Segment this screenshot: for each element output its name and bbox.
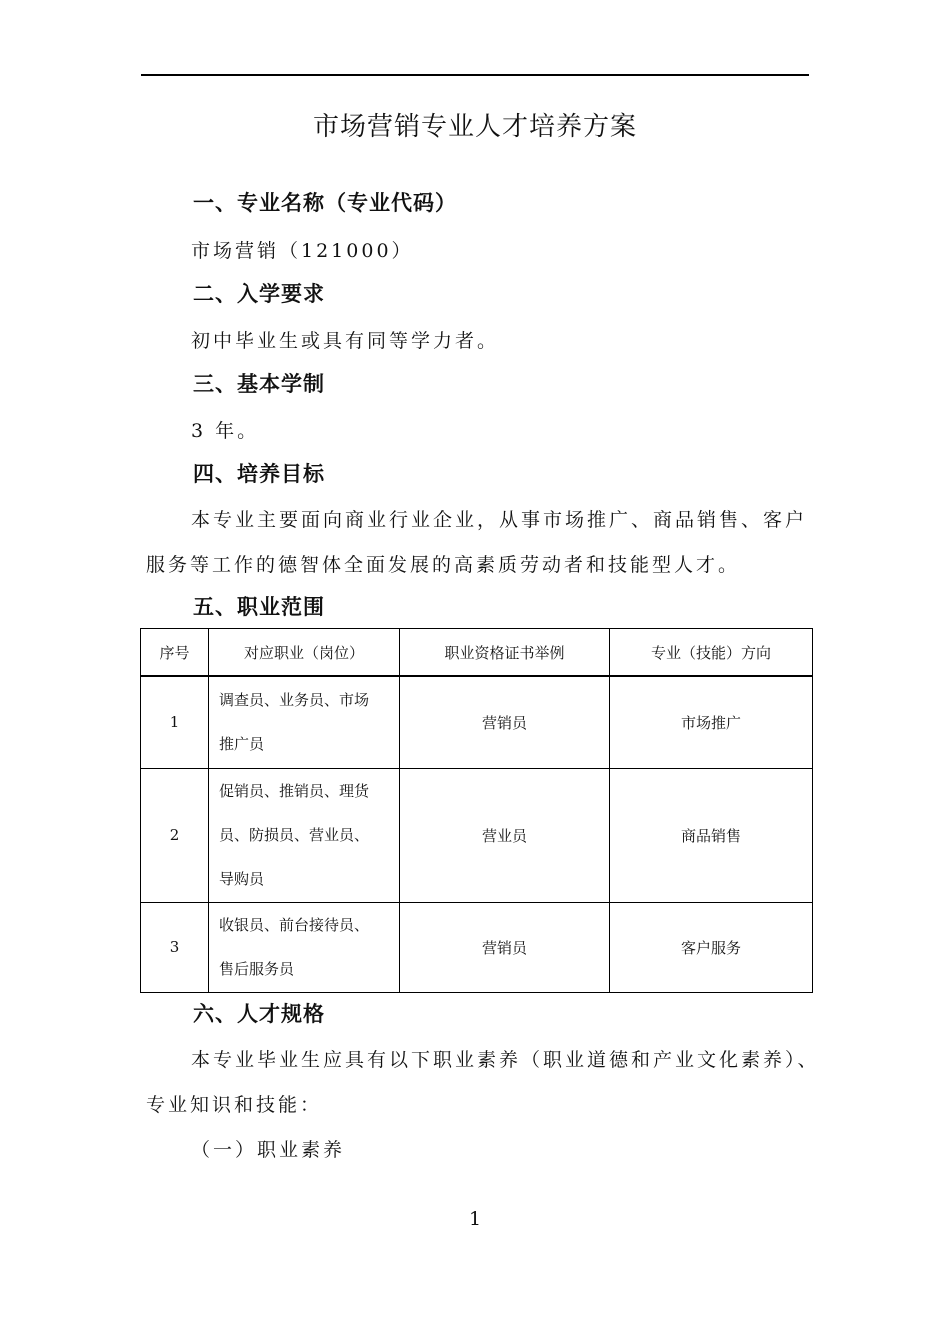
career-scope-table [140,628,813,993]
section-body-3: 3 年。 [191,420,260,442]
header-direction: 专业（技能）方向 [610,629,813,677]
row-certificate: 营销员 [400,676,610,768]
row-direction: 商品销售 [610,768,813,902]
document-title: 市场营销专业人才培养方案 [312,112,637,142]
row-jobs [209,902,400,992]
header-rule [141,74,809,76]
section-heading-1: 一、专业名称（专业代码） [193,191,457,215]
section-body-4-line2: 服务等工作的德智体全面发展的高素质劳动者和技能型人才。 [146,554,741,576]
header-jobs: 对应职业（岗位） [209,629,400,677]
table-header-row [141,629,813,677]
row-certificate: 营业员 [400,768,610,902]
jobs-line: 促销员、推销员、理货 [219,782,370,800]
jobs-line: 推广员 [219,735,265,754]
row-direction: 客户服务 [610,902,813,992]
table-row [141,768,813,902]
row-index: 3 [141,902,209,992]
jobs-line: 收银员、前台接待员、 [219,916,370,934]
jobs-line: 员、防损员、营业员、 [219,826,370,844]
table-row [141,676,813,768]
subsection-heading-1: （一）职业素养 [191,1139,346,1161]
row-index: 1 [141,676,209,768]
section-heading-3: 三、基本学制 [193,372,325,396]
section-body-1: 市场营销（121000） [191,240,414,262]
jobs-line: 调查员、业务员、市场 [219,691,370,710]
header-index: 序号 [141,629,209,677]
section-heading-6: 六、人才规格 [193,1002,325,1026]
section-body-2: 初中毕业生或具有同等学力者。 [191,330,500,352]
jobs-line: 导购员 [219,870,265,888]
section-body-4-line1: 本专业主要面向商业行业企业，从事市场推广、商品销售、客户 [191,509,808,531]
section-body-6-line1: 本专业毕业生应具有以下职业素养（职业道德和产业文化素养）、 [191,1049,820,1071]
section-body-6-line2: 专业知识和技能： [146,1094,323,1116]
row-direction: 市场推广 [610,676,813,768]
section-heading-5: 五、职业范围 [193,595,325,619]
table-row [141,902,813,992]
section-heading-2: 二、入学要求 [193,282,325,306]
row-jobs [209,676,400,768]
section-heading-4: 四、培养目标 [193,462,325,486]
row-index: 2 [141,768,209,902]
row-certificate: 营销员 [400,902,610,992]
page-number: 1 [468,1208,482,1230]
jobs-line: 售后服务员 [219,960,295,978]
header-certificate: 职业资格证书举例 [400,629,610,677]
row-jobs [209,768,400,902]
